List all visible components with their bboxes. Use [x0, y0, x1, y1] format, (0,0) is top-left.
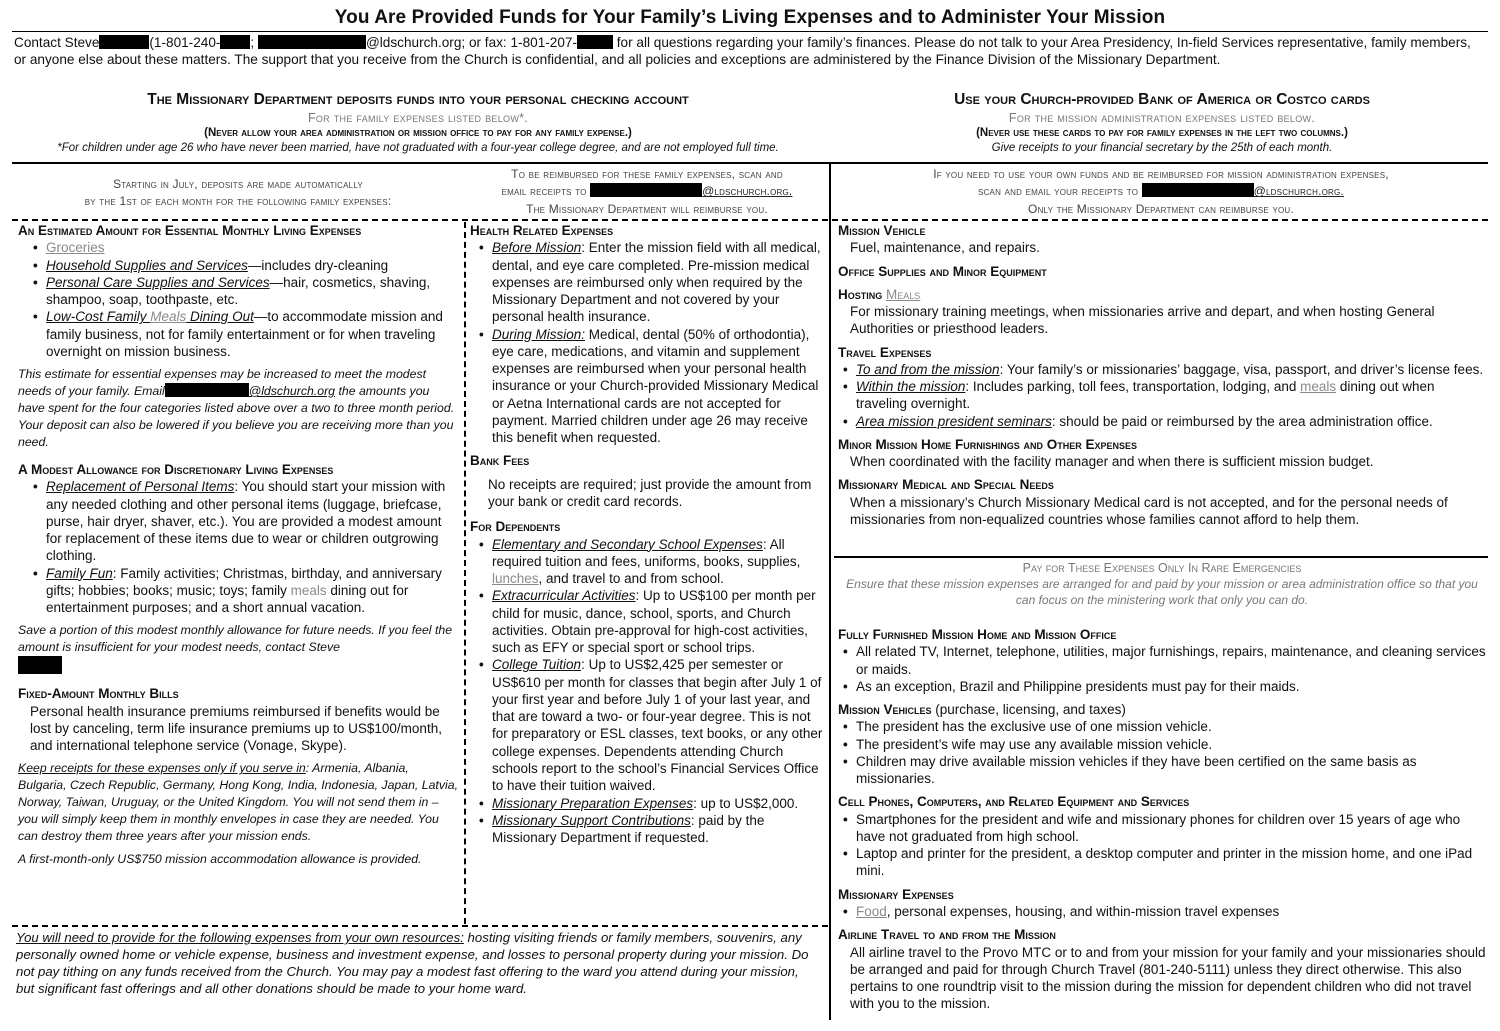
- personal-care-text: —hair, cosmetics, shaving, shampoo, soap, toothpaste, etc.: [46, 274, 431, 308]
- list-item: [492, 812, 824, 847]
- cell-phones-list: [838, 811, 1486, 880]
- extracurricular-label: Extracurricular Activities: [492, 588, 636, 604]
- keep-receipts-note: [18, 760, 458, 845]
- list-item: • Children may drive available mission vehicles if they have been certified on the same basis as missionaries.: [856, 753, 1486, 788]
- within-text: : Includes parking, toll fees, transportation, lodging, and: [965, 379, 1301, 395]
- essential-list: [18, 239, 458, 360]
- save-text: Save a portion of this modest monthly allowance for future needs. If you feel the amount is insufficient for your modest needs, contact Steve: [18, 623, 453, 655]
- medical-needs-text: When a missionary’s Church Missionary Medical card is not accepted, and for the personal needs of missionaries from non-equalized countries whose families cannot afford to help them.: [850, 494, 1448, 527]
- right-header-never: (Never use these cards to pay for family expenses in the left two columns.): [976, 127, 1348, 140]
- section-fixed-title: Fixed-Amount Monthly Bills: [18, 686, 179, 702]
- redaction: [590, 183, 702, 197]
- rare-title: Pay for These Expenses Only In Rare Emergencies: [1022, 561, 1302, 575]
- list-item: [46, 274, 458, 309]
- household-label: Household Supplies and Services: [46, 257, 248, 273]
- left-header-note: *For children under age 26 who have never been married, have not graduated with a four-year college degree, and are not employed full time.: [57, 142, 779, 155]
- groceries-label: Groceries: [46, 240, 105, 256]
- school-lunches: lunches: [492, 571, 539, 587]
- lowcost-label-2: Dining Out: [186, 309, 254, 325]
- rare-description: Ensure that these mission expenses are arranged for and paid by your mission or area administration office so that you can focus on the ministering work that only you can do.: [846, 577, 1478, 608]
- school-expenses-text-2: , and travel to and from school.: [538, 571, 724, 587]
- list-item: [856, 361, 1486, 378]
- column-2: [470, 222, 824, 846]
- hosting-text: For missionary training meetings, when missionaries arrive and depart, and when hosting General Authorities or priesthood leaders.: [850, 304, 1435, 337]
- within-text-2: dining out when traveling overnight.: [856, 379, 1435, 412]
- before-mission-text: : Enter the mission field with all medical, dental, and eye care completed. Pre-mission medical expenses are reimbursed only when required by the Missionary Department and not covered by your personal health insurance.: [492, 240, 821, 325]
- rare-emergencies-box: [836, 560, 1488, 609]
- school-expenses-label: Elementary and Secondary School Expenses: [492, 536, 763, 552]
- missionary-expenses-list: [838, 903, 1486, 920]
- to-from-label: To and from the mission: [856, 361, 1000, 377]
- family-fun-label: Family Fun: [46, 565, 113, 581]
- extracurricular-text: : Up to US$100 per month per child for music, dance, school, sports, and Church activities. Obtain pre-approval for high-cost activities, such as EFY or special sport or school trips.: [492, 588, 816, 656]
- col1-head-line-1: Starting in July, deposits are made automatically: [113, 177, 363, 191]
- column-3: [838, 222, 1486, 528]
- col1-head: [14, 176, 462, 211]
- redaction: [99, 35, 149, 49]
- list-item: [856, 903, 1486, 920]
- dependents-list: [470, 536, 824, 847]
- list-item: [46, 239, 458, 256]
- list-item: • All related TV, Internet, telephone, utilities, major furnishings, repairs, maintenance, and cleaning services or maids.: [856, 643, 1486, 678]
- list-item: [46, 565, 458, 617]
- mission-vehicle-title: Mission Vehicle: [838, 223, 926, 238]
- area-seminars-label: Area mission president seminars: [856, 413, 1052, 429]
- keep-receipts-label: Keep receipts for these expenses only if you serve in: [18, 761, 306, 776]
- col2-head: [468, 166, 826, 218]
- col2-head-line-1: To be reimbursed for these family expenses, scan and: [511, 167, 783, 181]
- section-dependents-title: For Dependents: [470, 519, 561, 535]
- replacement-label: Replacement of Personal Items: [46, 479, 235, 495]
- col3-head-line-1: If you need to use your own funds and be reimbursed for mission administration expenses,: [933, 167, 1389, 181]
- section-discretionary-title: A Modest Allowance for Discretionary Living Expenses: [18, 461, 334, 477]
- title-rule: [12, 31, 1488, 32]
- during-mission-text: Medical, dental (50% of orthodontia), eye care, medications, and vitamin and supplement expenses are reimbursed when your personal health insurance or your Church-provided Missionary Medical or Aetna International cards are not accepted for payment. Married children under age 26 may receive this benefit when requested.: [492, 326, 819, 446]
- divider-left: [464, 222, 466, 924]
- airline-travel-title: Airline Travel to and from the Mission: [838, 927, 1056, 943]
- office-supplies-title: Office Supplies and Minor Equipment: [838, 263, 1047, 279]
- list-item: [492, 239, 824, 325]
- list-item: [492, 587, 824, 656]
- list-item: • Smartphones for the president and wife and missionary phones for children over 15 years of age who have not graduated from high school.: [856, 811, 1486, 846]
- travel-title: Travel Expenses: [838, 344, 932, 360]
- lowcost-text: —to accommodate mission and family business, not for family entertainment or for when traveling overnight on mission business.: [46, 309, 443, 359]
- vehicles-title: [838, 701, 1486, 718]
- fixed-text: Personal health insurance premiums reimbursed if benefits would be lost by canceling, term life insurance premiums up to US$100/month, and international telephone service (Vonage, Skype).: [30, 703, 442, 754]
- col3-head: [834, 166, 1488, 218]
- redaction: [165, 383, 249, 397]
- support-text: : paid by the Missionary Department if requested.: [492, 812, 765, 846]
- list-item: • Laptop and printer for the president, a desktop computer and printer in the mission home, and one iPad mini.: [856, 845, 1486, 880]
- vehicles-title-text: Mission Vehicles: [838, 702, 932, 718]
- contact-paragraph: [14, 34, 1486, 69]
- col3-head-line-3: Only the Missionary Department can reimburse you.: [1028, 201, 1294, 216]
- airline-travel-text: All airline travel to the Provo MTC or to and from your mission for your family and your missionaries should be arranged and paid for through Church Travel (801-240-5111) unless they direct otherwise. This also pertains to one roundtrip visit to the mission during the mission for dependent children who did not travel with you to the mission.: [850, 944, 1486, 1012]
- left-header: [14, 90, 822, 156]
- family-fun-text-2: dining out for entertainment purposes; and a short annual vacation.: [46, 582, 409, 616]
- contact-text-5: for all questions regarding your family’s finances. Please do not talk to your Area Presidency, In-field Services representative, family members, or anyone else about these matters. The support that you receive from the Church is confidential, and all policies and exceptions are administered by the Finance Division of the Missionary Department.: [14, 35, 1471, 68]
- furnished-list: [838, 643, 1486, 695]
- vehicles-title-sub: (purchase, licensing, and taxes): [931, 702, 1126, 718]
- keep-receipts-text: : Armenia, Albania, Bulgaria, Czech Republic, Germany, Hong Kong, India, Indonesia, Japan, Latvia, Norway, Taiwan, Uruguay, or the United Kingdom. You will not send them in – you will simply keep them in monthly envelopes in case they are needed. You can destroy them three years after your mission ends.: [18, 761, 458, 844]
- col3-head-email: @ldschurch.org.: [1253, 184, 1344, 199]
- minor-furnishings-title: Minor Mission Home Furnishings and Other Expenses: [838, 436, 1138, 452]
- divider-main: [829, 162, 831, 1020]
- vehicles-list: [838, 718, 1486, 787]
- left-header-never: (Never allow your area administration or mission office to pay for any family expense.): [204, 127, 632, 140]
- own-resources-text: hosting visiting friends or family members, souvenirs, any personally owned home or vehicle expense, business and investment expense, and losses to personal property during your mission. Do not pay tithing on any funds received from the Church. You may pay a modest fast offering to the ward you attend during your mission, but significant fast offerings and all other donations should be made to your home ward.: [16, 930, 809, 997]
- family-fun-meals: meals: [290, 582, 327, 598]
- contact-text-1: Contact Steve: [14, 35, 100, 50]
- medical-needs-title: Missionary Medical and Special Needs: [838, 477, 1054, 493]
- cell-phones-title: Cell Phones, Computers, and Related Equipment and Services: [838, 794, 1190, 810]
- list-item: [46, 257, 458, 274]
- minor-furnishings-text: When coordinated with the facility manager and when there is sufficient mission budget.: [850, 454, 1374, 470]
- list-item: [46, 478, 458, 564]
- section-health-title: Health Related Expenses: [470, 223, 614, 238]
- prep-expenses-text: : up to US$2,000.: [693, 795, 799, 811]
- list-item: [492, 536, 824, 588]
- list-item: [492, 795, 824, 812]
- column-head-rule: [12, 219, 1488, 221]
- section-essential-title: An Estimated Amount for Essential Monthly Living Expenses: [18, 223, 362, 238]
- discretionary-list: [18, 478, 458, 616]
- furnished-title: Fully Furnished Mission Home and Mission Office: [838, 627, 1117, 642]
- list-item: [492, 656, 824, 794]
- health-list: [470, 239, 824, 446]
- redaction: [18, 656, 62, 674]
- estimate-text-c: the amounts you have spent for the four categories listed above over a two to three month period. Your deposit can also be lowered if you believe you are receiving more than you need.: [18, 384, 455, 449]
- contact-text-2: (1-801-240-: [149, 35, 221, 50]
- support-label: Missionary Support Contributions: [492, 812, 691, 828]
- right-header: [836, 90, 1488, 156]
- estimate-text-a: This estimate for essential expenses may be increased to meet the modest needs of your family. Email: [18, 367, 427, 399]
- missionary-expenses-title: Missionary Expenses: [838, 886, 954, 902]
- column-3-lower: [838, 626, 1486, 1013]
- mission-vehicle-text: Fuel, maintenance, and repairs.: [850, 240, 1040, 256]
- redaction: [258, 35, 366, 49]
- page-title: You Are Provided Funds for Your Family’s Living Expenses and to Administer Your Mission: [334, 7, 1166, 28]
- college-tuition-text: : Up to US$2,425 per semester or US$610 per month for classes that begin after July 1 of your first year and before July 1 of your last year, and that are toward a two- or four-year degree. This is not for preparatory or ESL classes, text books, or any other college expenses. Dependents attending Church schools report to the school’s Financial Services Office to have their tuition waived.: [492, 657, 823, 794]
- list-item: • The president’s wife may use any available mission vehicle.: [856, 736, 1486, 753]
- estimate-note: [18, 366, 458, 451]
- contact-text-3: ;: [250, 35, 255, 50]
- contact-text-4: @ldschurch.org; or fax: 1-801-207-: [365, 35, 577, 50]
- during-mission-label: During Mission:: [492, 326, 586, 342]
- estimate-email: @ldschurch.org: [248, 384, 336, 399]
- college-tuition-label: College Tuition: [492, 657, 582, 673]
- left-header-sub: For the family expenses listed below*.: [307, 111, 529, 126]
- col2-head-line-2: email receipts to: [501, 184, 591, 199]
- missionary-expenses-text: , personal expenses, housing, and within-mission travel expenses: [886, 903, 1280, 919]
- right-header-heading: Use your Church-provided Bank of America or Costco cards: [954, 91, 1370, 108]
- bank-text: No receipts are required; just provide the amount from your bank or credit card records.: [488, 476, 812, 509]
- hosting-title-text: Hosting: [838, 286, 887, 302]
- list-item: [492, 326, 824, 447]
- prep-expenses-label: Missionary Preparation Expenses: [492, 795, 694, 811]
- school-expenses-text: : All required tuition and fees, uniforms, books, supplies,: [492, 536, 801, 569]
- lowcost-meals: Meals: [150, 309, 187, 325]
- col2-head-email: @ldschurch.org.: [702, 184, 793, 199]
- within-meals: meals: [1300, 379, 1337, 395]
- col2-head-line-3: The Missionary Department will reimburse you.: [526, 201, 768, 216]
- list-item: • As an exception, Brazil and Philippine presidents must pay for their maids.: [856, 678, 1486, 695]
- list-item: [856, 378, 1486, 413]
- first-month-note: A first-month-only US$750 mission accommodation allowance is provided.: [18, 852, 422, 867]
- left-header-heading: The Missionary Department deposits funds into your personal checking account: [147, 91, 689, 108]
- right-header-note: Give receipts to your financial secretary by the 25th of each month.: [991, 142, 1333, 155]
- food-label: Food: [856, 903, 887, 919]
- redaction: [220, 35, 250, 49]
- redaction: [1142, 183, 1254, 197]
- right-header-sub: For the mission administration expenses listed below.: [1008, 111, 1316, 126]
- before-mission-label: Before Mission: [492, 240, 582, 256]
- family-fun-text: : Family activities; Christmas, birthday, and anniversary gifts; hobbies; books; music; toys; family: [46, 565, 442, 598]
- header-rule: [12, 162, 1488, 164]
- rare-rule: [834, 556, 1488, 558]
- area-seminars-text: : should be paid or reimbursed by the area administration office.: [1051, 413, 1433, 429]
- save-note: [18, 622, 458, 677]
- to-from-text: : Your family’s or missionaries’ baggage, visa, passport, and driver’s license fees.: [999, 361, 1484, 377]
- list-item: [856, 413, 1486, 430]
- travel-list: [838, 361, 1486, 430]
- section-bank-title: Bank Fees: [470, 453, 530, 469]
- lowcost-label: Low-Cost Family: [46, 309, 151, 325]
- hosting-title: [838, 286, 1486, 303]
- list-item: • The president has the exclusive use of one mission vehicle.: [856, 718, 1486, 735]
- bottom-note-rule: [12, 925, 828, 927]
- personal-care-label: Personal Care Supplies and Services: [46, 274, 270, 290]
- own-resources-label: You will need to provide for the following expenses from your own resources:: [16, 930, 464, 945]
- hosting-meals: Meals: [886, 286, 921, 302]
- own-resources-note: [16, 929, 816, 998]
- within-label: Within the mission: [856, 379, 966, 395]
- column-1: [18, 222, 458, 868]
- list-item: [46, 308, 458, 360]
- col1-head-line-2: by the 1st of each month for the following family expenses:: [84, 194, 392, 209]
- household-text: —includes dry-cleaning: [247, 257, 389, 273]
- col3-head-line-2: scan and email your receipts to: [978, 184, 1142, 199]
- replacement-text: : You should start your mission with any needed clothing and other personal items (luggage, briefcase, purse, hair dryer, shaver, etc.). You are provided a modest amount for replacement of these items due to wear or children outgrowing clothing.: [46, 479, 446, 564]
- redaction: [577, 35, 613, 49]
